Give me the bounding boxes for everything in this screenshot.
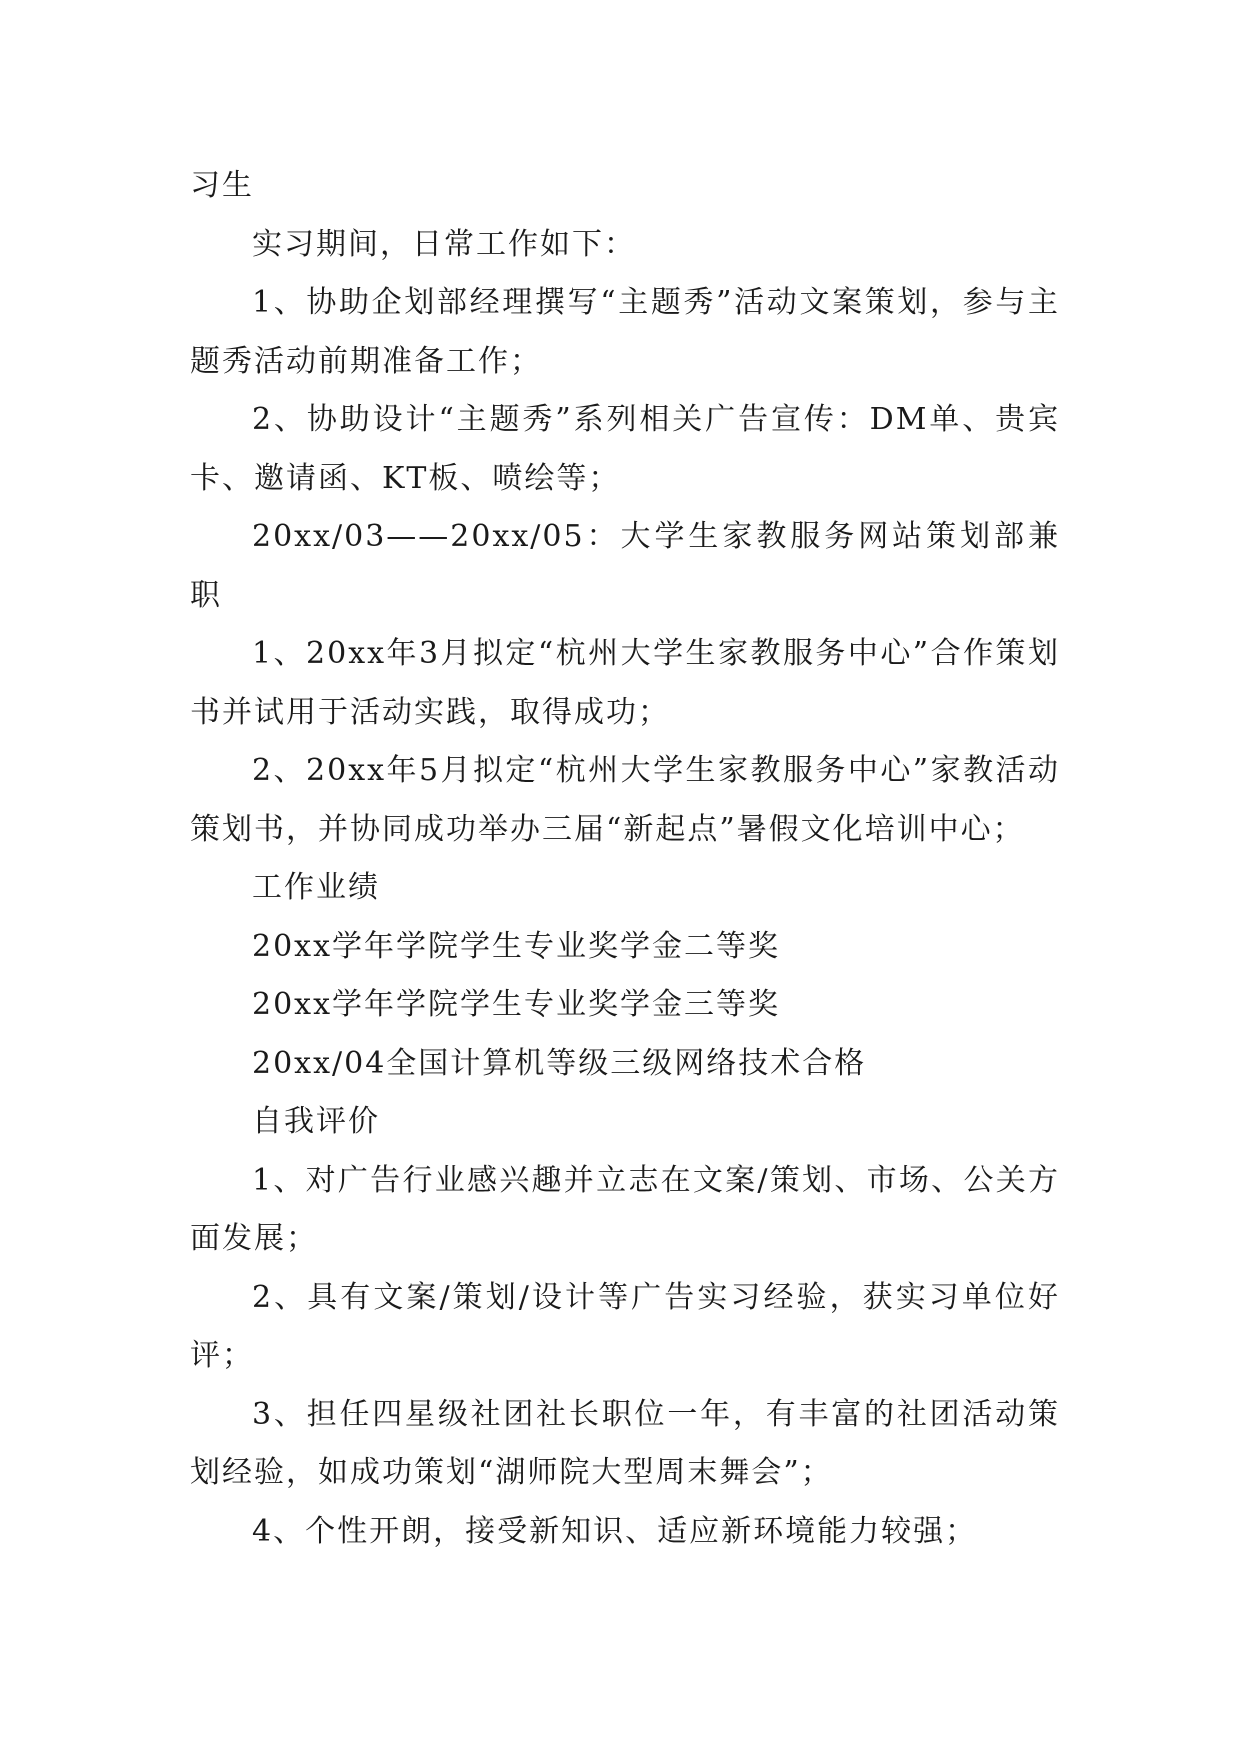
section-heading-achievements: 工作业绩 [252,870,380,905]
self-evaluation-item: 4、个性开朗，接受新知识、适应新环境能力较强； [252,1513,978,1549]
paragraph-continuation: 习生 [190,168,254,203]
self-evaluation-item: 2、具有文案/策划/设计等广告实习经验，获实习单位好评； [190,1279,1060,1373]
paragraph-parttime-2: 2、20xx年5月拟定“杭州大学生家教服务中心”家教活动策划书，并协同成功举办三届“新起点”暑假文化培训中心； [190,753,1060,847]
paragraph-duty-1: 1、协助企划部经理撰写“主题秀”活动文案策划，参与主题秀活动前期准备工作； [190,285,1060,379]
self-evaluation-item: 3、担任四星级社团社长职位一年，有丰富的社团活动策划经验，如成功策划“湖师院大型周末舞会”； [190,1396,1060,1490]
section-heading-self-evaluation: 自我评价 [252,1104,380,1139]
paragraph-parttime-period: 20xx/03——20xx/05：大学生家教服务网站策划部兼职 [190,519,1060,613]
paragraph-duty-2: 2、协助设计“主题秀”系列相关广告宣传：DM单、贵宾卡、邀请函、KT板、喷绘等； [190,402,1060,496]
achievement-item: 20xx学年学院学生专业奖学金二等奖 [252,928,781,964]
self-evaluation-item: 1、对广告行业感兴趣并立志在文案/策划、市场、公关方面发展； [190,1162,1060,1256]
document-body [190,157,1060,1561]
paragraph-parttime-1: 1、20xx年3月拟定“杭州大学生家教服务中心”合作策划书并试用于活动实践，取得成功； [190,636,1060,730]
paragraph-internship-duties-intro: 实习期间，日常工作如下： [252,226,636,262]
achievement-item: 20xx/04全国计算机等级三级网络技术合格 [252,1045,867,1081]
achievement-item: 20xx学年学院学生专业奖学金三等奖 [252,987,781,1022]
